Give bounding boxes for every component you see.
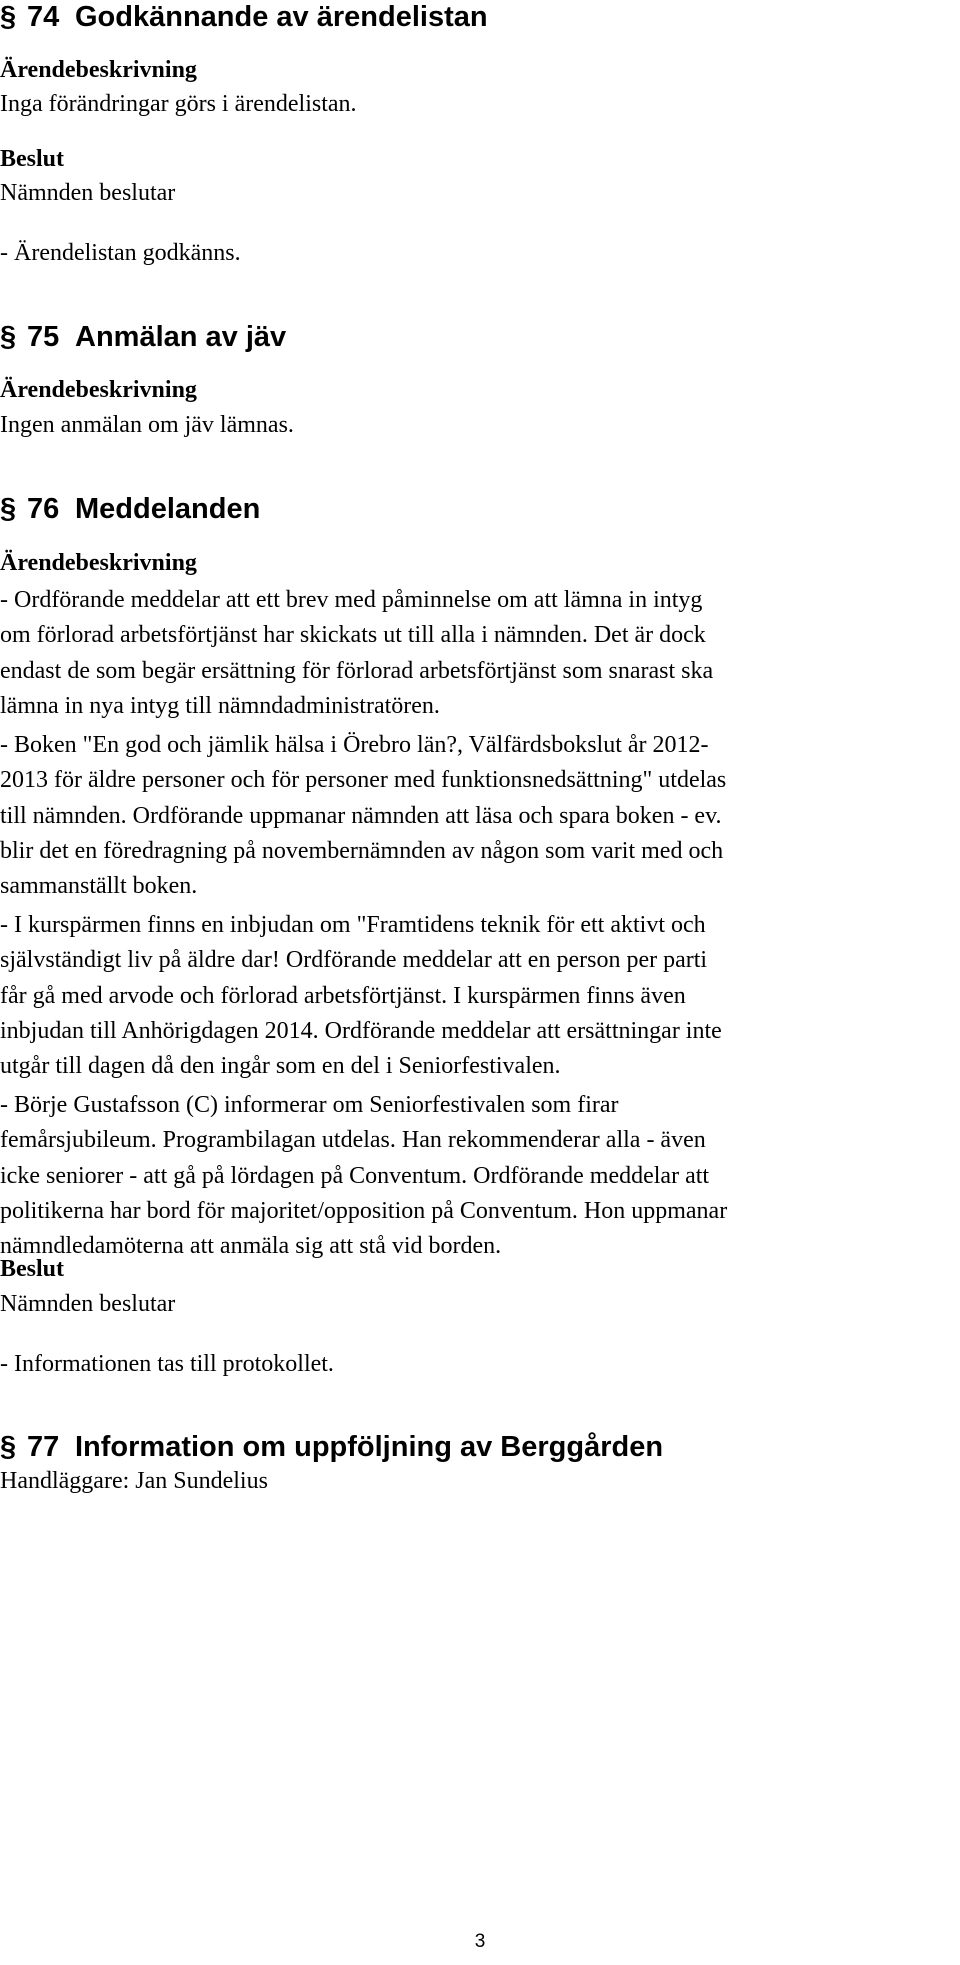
section-number: 75: [27, 321, 60, 353]
description-label: Ärendebeskrivning: [0, 57, 197, 83]
paragraph-line: sammanställt boken.: [0, 873, 198, 900]
paragraph-line: endast de som begär ersättning för förlorad arbetsförtjänst som snarast ska: [0, 657, 714, 684]
paragraph-line: - Börje Gustafsson (C) informerar om Seniorfestivalen som firar: [0, 1092, 619, 1118]
description-label: Ärendebeskrivning: [0, 377, 197, 403]
paragraph: [0, 1088, 960, 1264]
decision-intro: Nämnden beslutar: [0, 180, 176, 206]
paragraph: [0, 728, 960, 904]
section-title: Information om uppföljning av Berggården: [75, 1431, 664, 1463]
decision-item: - Ärendelistan godkänns.: [0, 240, 241, 266]
section-heading-76: [0, 492, 260, 526]
section-title: Meddelanden: [75, 493, 261, 525]
decision-label: Beslut: [0, 146, 65, 172]
paragraph-line: om förlorad arbetsförtjänst har skickats ut till alla i nämnden. Det är dock: [0, 622, 706, 649]
paragraph-line: 2013 för äldre personer och för personer med funktionsnedsättning" utdelas: [0, 767, 727, 794]
paragraph-line: femårsjubileum. Programbilagan utdelas. Han rekommenderar alla - även: [0, 1127, 706, 1154]
section-sign: §: [0, 1431, 17, 1463]
section-number: 77: [27, 1431, 60, 1463]
paragraph-line: får gå med arvode och förlorad arbetsförtjänst. I kurspärmen finns även: [0, 982, 686, 1009]
paragraph-line: politikerna har bord för majoritet/opposition på Conventum. Hon uppmanar: [0, 1197, 728, 1224]
paragraph-line: lämna in nya intyg till nämndadministratören.: [0, 692, 440, 719]
paragraph-line: - Boken "En god och jämlik hälsa i Örebro län?, Välfärdsbokslut år 2012-: [0, 732, 709, 758]
decision-intro: Nämnden beslutar: [0, 1291, 176, 1317]
paragraph-line: självständigt liv på äldre dar! Ordförande meddelar att en person per parti: [0, 947, 708, 974]
section-sign: §: [0, 321, 17, 353]
section-number: 76: [27, 493, 60, 525]
paragraph-line: - I kurspärmen finns en inbjudan om "Framtidens teknik för ett aktivt och: [0, 912, 706, 938]
paragraph-line: blir det en föredragning på novembernämnden av någon som varit med och: [0, 837, 724, 864]
section-sign: §: [0, 493, 17, 525]
section-heading-77: [0, 1430, 663, 1464]
description-text: Ingen anmälan om jäv lämnas.: [0, 412, 294, 438]
paragraph-line: icke seniorer - att gå på lördagen på Conventum. Ordförande meddelar att: [0, 1162, 710, 1189]
description-text: Inga förändringar görs i ärendelistan.: [0, 91, 357, 117]
section-number: 74: [27, 1, 60, 33]
page-number: 3: [474, 1931, 486, 1952]
paragraph: [0, 908, 960, 1084]
paragraph-line: inbjudan till Anhörigdagen 2014. Ordförande meddelar att ersättningar inte: [0, 1017, 722, 1044]
description-label: Ärendebeskrivning: [0, 550, 197, 576]
section-title: Anmälan av jäv: [75, 321, 287, 353]
handler-text: Handläggare: Jan Sundelius: [0, 1468, 268, 1494]
decision-item: - Informationen tas till protokollet.: [0, 1351, 334, 1377]
section-heading-74: [0, 0, 488, 34]
paragraph-line: utgår till dagen då den ingår som en del i Seniorfestivalen.: [0, 1053, 561, 1080]
section-heading-75: [0, 320, 286, 354]
paragraph-line: - Ordförande meddelar att ett brev med påminnelse om att lämna in intyg: [0, 587, 703, 613]
paragraph-line: till nämnden. Ordförande uppmanar nämnden att läsa och spara boken - ev.: [0, 802, 722, 829]
paragraph-line: nämndledamöterna att anmäla sig att stå vid borden.: [0, 1233, 502, 1260]
paragraph: [0, 583, 960, 724]
section-title: Godkännande av ärendelistan: [75, 1, 488, 33]
section-sign: §: [0, 1, 17, 33]
decision-label: Beslut: [0, 1256, 65, 1282]
